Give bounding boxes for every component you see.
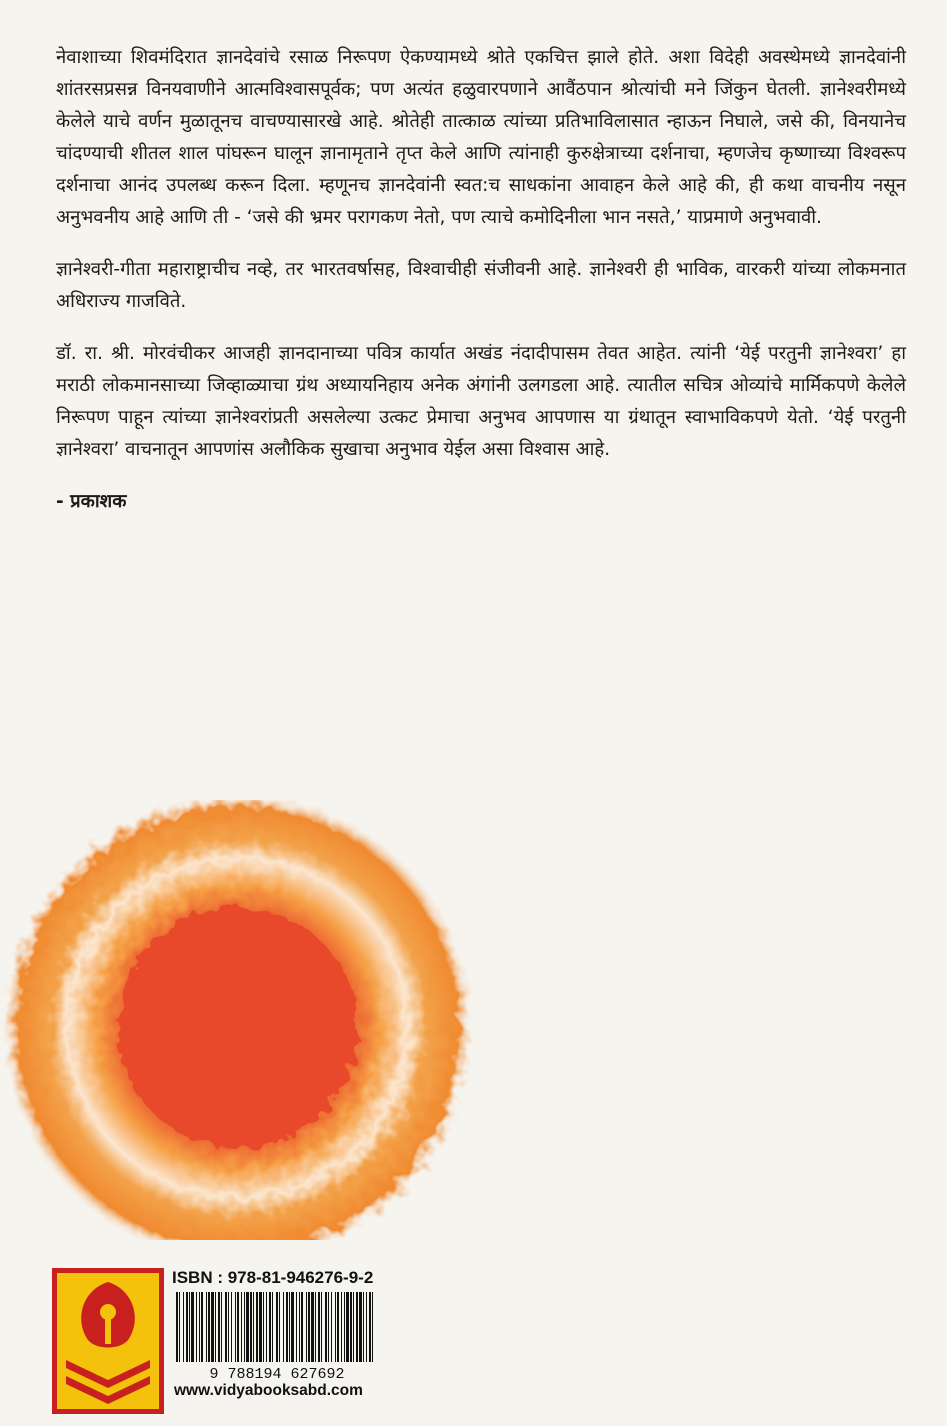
barcode-bar: [218, 1292, 220, 1362]
barcode-bar: [279, 1292, 280, 1362]
barcode-bar: [250, 1292, 252, 1362]
barcode-bar: [199, 1292, 200, 1362]
barcode-bar: [363, 1292, 364, 1362]
barcode-bar: [353, 1292, 354, 1362]
publisher-logo: [52, 1268, 164, 1414]
paragraph-2: ज्ञानेश्वरी-गीता महाराष्ट्राचीच नव्हे, तर भारतवर्षासह, विश्वाचीही संजीवनी आहे. ज्ञानेश्वरी ही भाविक, वारकरी यांच्या लोकमनात अधिराज्य गाजविते.: [56, 259, 906, 312]
barcode-bar: [237, 1292, 239, 1362]
paragraph-1: नेवाशाच्या शिवमंदिरात ज्ञानदेवांचे रसाळ निरूपण ऐकण्यामध्ये श्रोते एकचित्त झाले होते. अशा विदेही अवस्थेमध्ये ज्ञानदेवांनी शांतरसप्रसन्न विनयवाणीने आत्मविश्वासपूर्वक; पण अत्यंत हळुवारपणाने आवैंठपान श्रोत्यांची मने जिंकुन घेतली. ज्ञानेश्वरीमध्ये केलेले याचे वर्णन मुळातूनच वाचण्यासारखे आहे. श्रोतेही तात्काळ त्यांच्या प्रतिभाविलासात न्हाऊन निघाले, जसे की, विनयानेच चांदण्याची शीतल शाल पांघरून घालून ज्ञानामृताने तृप्त केले आणि त्यांनाही कुरुक्षेत्राच्या दर्शनाचा, म्हणजेच कृष्णाच्या विश्वरूप दर्शनाचा आनंद उपलब्ध करून दिला. म्हणूनच ज्ञानदेवांनी स्वत:च साधकांना आवाहन केले आहे की, ही कथा वाचनीय नसून अनुभवनीय आहे आणि ती - ‘जसे की भ्रमर परागकण नेतो, पण त्याचे कमोदिनीला भान नसते,’ याप्रमाणे अनुभवावी.: [56, 47, 906, 228]
barcode-bar: [256, 1292, 258, 1362]
paragraph-3: डॉ. रा. श्री. मोरवंचीकर आजही ज्ञानदानाच्या पवित्र कार्यात अखंड नंदादीपासम तेवत आहेत. त्यांनी ‘येई परतुनी ज्ञानेश्वरा’ हा मराठी लोकमानसाच्या जिव्हाळ्याचा ग्रंथ अध्यायनिहाय अनेक अंगांनी उलगडला आहे. त्यातील सचित्र ओव्यांचे मार्मिकपणे केलेले निरूपण पाहून त्यांच्या ज्ञानेश्वरांप्रती असलेल्या उत्कट प्रेमाचा अनुभव आपणास या ग्रंथातून स्वाभाविकपणे येतो. ‘येई परतुनी ज्ञानेश्वरा’ वाचनातून आपणांस अलौकिक सुखाचा अनुभाव येईल असा विश्वास आहे.: [56, 343, 906, 460]
barcode-bar: [291, 1292, 294, 1362]
barcode-bar: [359, 1292, 362, 1362]
blurb-text: [56, 42, 906, 518]
barcode-bar: [337, 1292, 339, 1362]
barcode-bar: [196, 1292, 197, 1362]
barcode-bar: [221, 1292, 222, 1362]
barcode-bar: [228, 1292, 229, 1362]
barcode-bar: [286, 1292, 288, 1362]
barcode-bar: [266, 1292, 267, 1362]
barcode-bar: [311, 1292, 314, 1362]
barcode-bar: [225, 1292, 227, 1362]
barcode-bar: [356, 1292, 358, 1362]
barcode-bar: [350, 1292, 352, 1362]
barcode-bar: [253, 1292, 254, 1362]
barcode-bar: [231, 1292, 232, 1362]
barcode-bar: [335, 1292, 336, 1362]
barcode-bar: [211, 1292, 214, 1362]
barcode-bar: [369, 1292, 371, 1362]
barcode-bar: [191, 1292, 194, 1362]
barcode-bar: [331, 1292, 332, 1362]
barcode-bar: [206, 1292, 207, 1362]
barcode-bar: [201, 1292, 203, 1362]
barcode-bar: [208, 1292, 210, 1362]
barcode-bar: [315, 1292, 316, 1362]
barcode-bar: [176, 1292, 178, 1362]
isbn-label: ISBN : 978-81-946276-9-2: [172, 1268, 374, 1287]
barcode-bar: [244, 1292, 245, 1362]
barcode-bar: [325, 1292, 327, 1362]
barcode-bar: [318, 1292, 320, 1362]
barcode-bar: [283, 1292, 284, 1362]
barcode-bar: [263, 1292, 264, 1362]
barcode-bar: [366, 1292, 367, 1362]
website-url: www.vidyabooksabd.com: [174, 1382, 363, 1399]
barcode-bar: [372, 1292, 373, 1362]
isbn-block: [172, 1268, 412, 1418]
sun-core: [118, 908, 358, 1148]
barcode-bar: [328, 1292, 329, 1362]
barcode-digits: 9 788194 627692: [209, 1366, 345, 1382]
barcode-bar: [341, 1292, 342, 1362]
barcode-bar: [299, 1292, 300, 1362]
publisher-signature: - प्रकाशक: [56, 491, 127, 512]
barcode-bar: [296, 1292, 297, 1362]
barcode-bar: [259, 1292, 262, 1362]
barcode-bar: [272, 1292, 273, 1362]
barcode-bar: [235, 1292, 236, 1362]
barcode-bar: [306, 1292, 307, 1362]
barcode-bar: [246, 1292, 249, 1362]
barcode-bar: [269, 1292, 271, 1362]
barcode-bar: [241, 1292, 242, 1362]
barcode-bar: [189, 1292, 190, 1362]
sun-illustration: [0, 800, 947, 1240]
barcode-bar: [179, 1292, 180, 1362]
barcode-bar: [186, 1292, 188, 1362]
barcode-bar: [276, 1292, 278, 1362]
barcode-bar: [346, 1292, 349, 1362]
barcode-bar: [215, 1292, 216, 1362]
barcode-bar: [344, 1292, 345, 1362]
barcode: [172, 1292, 382, 1382]
barcode-bar: [321, 1292, 322, 1362]
barcode-bar: [183, 1292, 184, 1362]
barcode-bar: [301, 1292, 303, 1362]
barcode-bar: [289, 1292, 290, 1362]
barcode-bar: [308, 1292, 310, 1362]
